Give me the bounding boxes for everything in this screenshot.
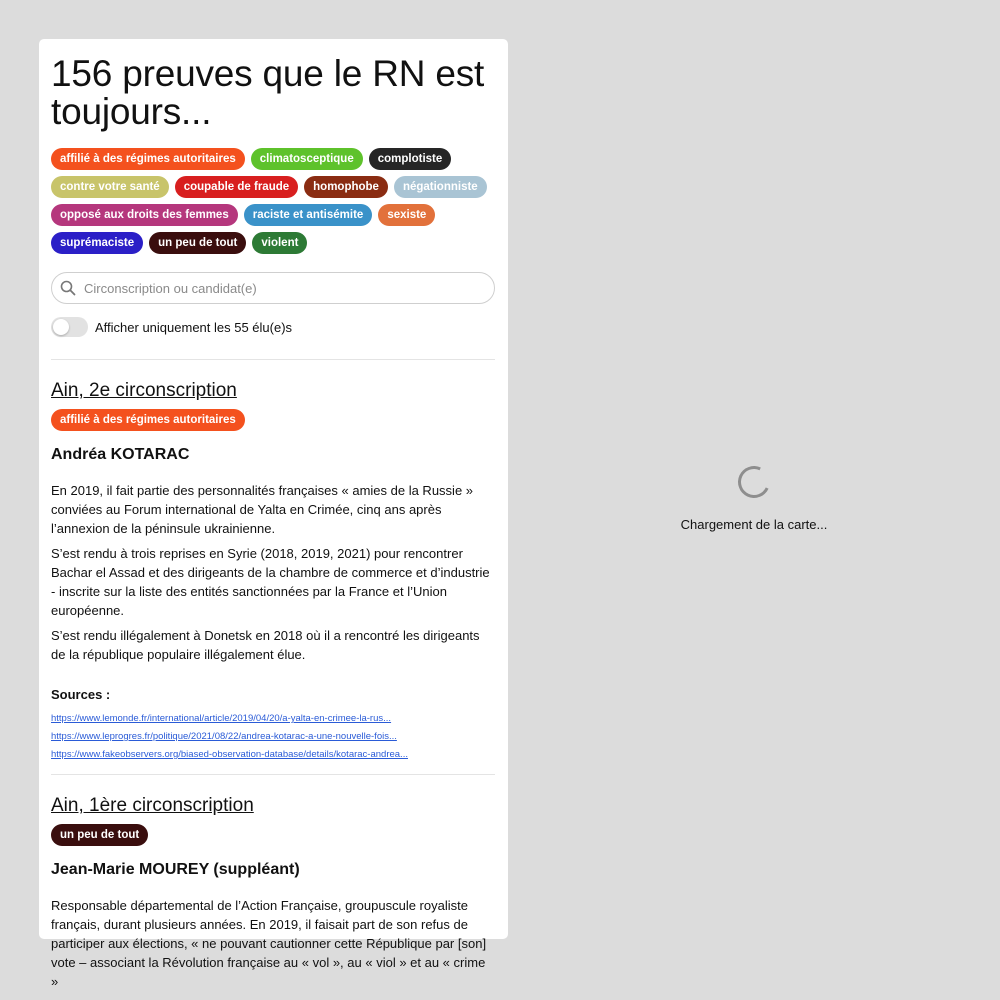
tag-filter-list — [51, 148, 495, 254]
sidebar-panel — [39, 39, 508, 989]
tag-negationniste[interactable]: négationniste — [394, 176, 487, 198]
elected-filter-row — [51, 317, 495, 337]
entry-paragraph: S’est rendu à trois reprises en Syrie (2018, 2019, 2021) pour rencontrer Bachar el Assad et des dirigeants de la chambre de commerce et d’industrie - inscrite sur la liste des entités sanctionnées par la France et l’Union européenne. — [51, 546, 490, 618]
candidate-name: Andréa KOTARAC — [51, 446, 190, 463]
circonscription-link[interactable]: Ain, 1ère circonscription — [51, 795, 254, 816]
tag-coupable-de-fraude[interactable]: coupable de fraude — [175, 176, 298, 198]
entry-paragraph: Responsable départemental de l’Action Française, groupuscule royaliste français, durant plusieurs années. En 2019, il faisait part de son refus de participer aux élections, « ne pouvant cautionner cette République par [son] vote – associant la Révolution française au « vol », au « viol » et au « crime » — [51, 898, 487, 989]
source-link[interactable]: https://www.fakeobservers.org/biased-observation-database/details/kotarac-andrea... — [51, 749, 408, 760]
tag-oppose-droits-femmes[interactable]: opposé aux droits des femmes — [51, 204, 238, 226]
tag-contre-votre-sante[interactable]: contre votre santé — [51, 176, 169, 198]
entry-card — [51, 360, 495, 760]
tag-affilie[interactable]: affilié à des régimes autoritaires — [51, 148, 245, 170]
entry-paragraph: S’est rendu illégalement à Donetsk en 2018 où il a rencontré les dirigeants de la république populaire illégalement élue. — [51, 628, 480, 662]
entry-tag[interactable]: un peu de tout — [51, 824, 148, 846]
map-loading — [680, 466, 828, 532]
tag-un-peu-de-tout[interactable]: un peu de tout — [149, 232, 246, 254]
page-title: 156 preuves que le RN est toujours... — [51, 53, 485, 132]
tag-raciste-antisemite[interactable]: raciste et antisémite — [244, 204, 373, 226]
tag-sexiste[interactable]: sexiste — [378, 204, 435, 226]
entry-tag[interactable]: affilié à des régimes autoritaires — [51, 409, 245, 431]
map-loading-text: Chargement de la carte... — [680, 517, 828, 532]
sources-heading: Sources : — [51, 687, 111, 702]
source-link[interactable]: https://www.lemonde.fr/international/article/2019/04/20/a-yalta-en-crimee-la-rus... — [51, 713, 392, 724]
entry-card — [51, 775, 495, 991]
circonscription-link[interactable]: Ain, 2e circonscription — [51, 380, 237, 401]
tag-violent[interactable]: violent — [252, 232, 307, 254]
candidate-name: Jean-Marie MOUREY (suppléant) — [51, 861, 300, 878]
tag-climatosceptique[interactable]: climatosceptique — [251, 148, 363, 170]
elected-only-toggle[interactable] — [51, 317, 88, 337]
tag-homophobe[interactable]: homophobe — [304, 176, 388, 198]
search-input[interactable] — [82, 280, 484, 297]
loading-spinner-icon — [733, 461, 774, 502]
toggle-knob — [53, 319, 69, 335]
elected-only-label: Afficher uniquement les 55 élu(e)s — [95, 319, 293, 335]
search-box[interactable] — [51, 272, 495, 304]
search-icon — [60, 280, 76, 296]
tag-complotiste[interactable]: complotiste — [369, 148, 452, 170]
entry-paragraph: En 2019, il fait partie des personnalités françaises « amies de la Russie » conviées au Forum international de Yalta en Crimée, cinq ans après l’annexion de la péninsule ukrainienne. — [51, 483, 474, 536]
source-link[interactable]: https://www.leprogres.fr/politique/2021/08/22/andrea-kotarac-a-une-nouvelle-fois... — [51, 731, 397, 742]
tag-supremaciste[interactable]: suprémaciste — [51, 232, 143, 254]
